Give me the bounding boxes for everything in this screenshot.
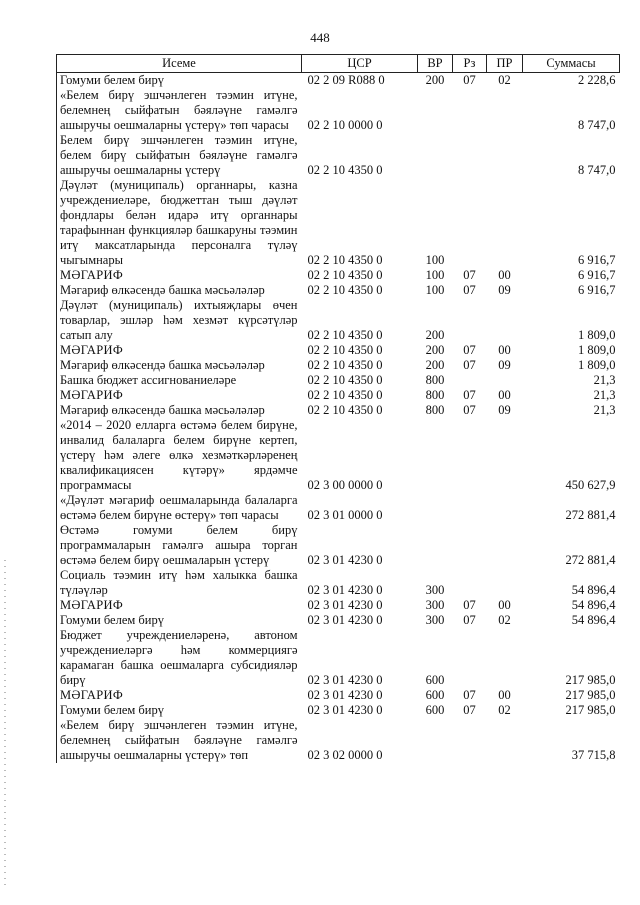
cell-pr: 02 <box>487 73 523 89</box>
cell-pr: 00 <box>498 688 511 702</box>
cell-rz <box>453 298 487 343</box>
cell-csr: 02 3 01 4230 0 <box>307 553 383 567</box>
table-header <box>57 55 620 73</box>
table-row <box>57 133 620 178</box>
cell-sum: 6 916,7 <box>578 268 616 282</box>
cell-rz <box>453 628 487 688</box>
cell-pr: 09 <box>498 283 511 297</box>
cell-vr: 800 <box>425 403 445 417</box>
table-row <box>57 268 620 283</box>
table-row <box>57 568 620 598</box>
cell-pr <box>487 88 523 133</box>
cell-vr: 300 <box>425 613 445 627</box>
cell-sum: 450 627,9 <box>565 478 616 492</box>
cell-rz: 07 <box>463 403 476 417</box>
cell-name: Дәүләт (муниципаль) органнары, казна учреждениеләре, бюджеттан тыш дәүләт фондлары белән идарә итү органнары тарафыннан функцияләр башкаруны тәэмин итү максатларында персоналга түләү чыгымнары <box>57 178 302 268</box>
cell-name: Мәгариф өлкәсендә башка мәсьәләләр <box>57 403 302 418</box>
cell-rz <box>453 133 487 178</box>
cell-vr: 200 <box>425 358 445 372</box>
cell-rz <box>453 88 487 133</box>
cell-pr <box>487 178 523 268</box>
cell-vr: 600 <box>425 673 445 687</box>
cell-name: «Белем бирү эшчәнлеген тәэмин итүне, белемнең сыйфатын бәяләүне гамәлгә ашыручы оешмаларны үстерү» төп чарасы <box>57 88 302 133</box>
cell-name: Гомуми белем бирү <box>57 613 302 628</box>
cell-name: Өстәмә гомуми белем бирү программаларын гамәлгә ашыра торган өстәмә белем бирү оешмаларын үстерү <box>57 523 302 568</box>
cell-sum: 2 228,6 <box>523 73 620 89</box>
cell-pr: 00 <box>498 598 511 612</box>
cell-rz <box>453 523 487 568</box>
cell-rz: 07 <box>463 598 476 612</box>
cell-vr <box>418 493 453 523</box>
header-sum: Суммасы <box>523 55 620 73</box>
cell-vr: 300 <box>425 598 445 612</box>
cell-sum: 1 809,0 <box>578 358 616 372</box>
cell-csr: 02 2 10 4350 0 <box>307 373 383 387</box>
cell-name: МӘГАРИФ <box>57 343 302 358</box>
cell-rz: 07 <box>463 388 476 402</box>
cell-rz <box>453 373 487 388</box>
cell-pr: 02 <box>498 613 511 627</box>
cell-sum: 21,3 <box>593 373 616 387</box>
cell-name: Гомуми белем бирү <box>57 73 302 89</box>
cell-name: МӘГАРИФ <box>57 598 302 613</box>
cell-rz: 07 <box>463 283 476 297</box>
cell-sum: 272 881,4 <box>565 508 616 522</box>
cell-csr: 02 2 10 4350 0 <box>307 343 383 357</box>
table-row <box>57 358 620 373</box>
cell-vr: 100 <box>425 268 445 282</box>
header-csr: ЦСР <box>302 55 418 73</box>
cell-name: Мәгариф өлкәсендә башка мәсьәләләр <box>57 283 302 298</box>
cell-sum: 54 896,4 <box>571 598 616 612</box>
cell-vr: 200 <box>425 343 445 357</box>
table-body <box>57 73 620 764</box>
cell-pr <box>487 418 523 493</box>
cell-vr <box>418 718 453 763</box>
cell-vr: 200 <box>425 328 445 342</box>
cell-pr <box>487 298 523 343</box>
cell-rz: 07 <box>463 613 476 627</box>
cell-name: Белем бирү эшчәнлеген тәэмин итүне, белем бирү сыйфатын бәяләүне гамәлгә ашыручы оешмаларны үстерү <box>57 133 302 178</box>
table-row <box>57 73 620 89</box>
header-row <box>57 55 620 73</box>
page-number: 448 <box>310 30 330 45</box>
table-row <box>57 343 620 358</box>
cell-name: «2014 – 2020 елларга өстәмә белем бирүне, инвалид балаларга белем бирүне кертеп, үстерү һәм әлеге өлкә хезмәткәрләренең квалификациясен күтәрү» ярдәмче программасы <box>57 418 302 493</box>
cell-sum: 272 881,4 <box>565 553 616 567</box>
cell-rz <box>453 178 487 268</box>
budget-table-container <box>56 54 619 763</box>
cell-pr <box>487 628 523 688</box>
cell-rz <box>453 418 487 493</box>
cell-vr <box>418 418 453 493</box>
cell-pr <box>487 568 523 598</box>
table-row <box>57 613 620 628</box>
cell-sum: 54 896,4 <box>571 613 616 627</box>
budget-table <box>56 54 620 763</box>
cell-vr: 800 <box>425 373 445 387</box>
cell-rz: 07 <box>463 268 476 282</box>
header-vr: ВР <box>418 55 453 73</box>
cell-csr: 02 2 10 4350 0 <box>307 328 383 342</box>
cell-vr: 300 <box>425 583 445 597</box>
cell-csr: 02 2 10 4350 0 <box>307 163 383 177</box>
cell-sum: 54 896,4 <box>571 583 616 597</box>
cell-csr: 02 3 01 4230 0 <box>307 703 383 717</box>
table-row <box>57 628 620 688</box>
cell-csr: 02 3 01 4230 0 <box>307 598 383 612</box>
cell-rz: 07 <box>463 358 476 372</box>
table-row <box>57 523 620 568</box>
cell-sum: 8 747,0 <box>578 118 616 132</box>
cell-vr <box>418 133 453 178</box>
cell-name: «Белем бирү эшчәнлеген тәэмин итүне, белемнең сыйфатын бәяләүне гамәлгә ашыручы оешмаларны үстерү» төп <box>57 718 302 763</box>
cell-pr <box>487 718 523 763</box>
cell-name: «Дәүләт мәгариф оешмаларында балаларга өстәмә белем бирүне өстерү» төп чарасы <box>57 493 302 523</box>
cell-pr <box>487 493 523 523</box>
table-row <box>57 88 620 133</box>
cell-name: Башка бюджет ассигнованиеләре <box>57 373 302 388</box>
cell-sum: 217 985,0 <box>565 703 616 717</box>
table-row <box>57 703 620 718</box>
cell-sum: 8 747,0 <box>578 163 616 177</box>
cell-rz <box>453 718 487 763</box>
table-row <box>57 403 620 418</box>
cell-rz: 07 <box>453 73 487 89</box>
cell-pr: 09 <box>498 403 511 417</box>
cell-csr: 02 2 10 4350 0 <box>307 268 383 282</box>
cell-name: МӘГАРИФ <box>57 688 302 703</box>
cell-name: Бюджет учреждениеләренә, автоном учреждениеләргә һәм коммерциягә карамаган башка оешмаларга субсидияләр бирү <box>57 628 302 688</box>
cell-csr: 02 2 10 4350 0 <box>307 388 383 402</box>
cell-pr <box>487 373 523 388</box>
table-row <box>57 718 620 763</box>
cell-rz: 07 <box>463 343 476 357</box>
table-row <box>57 598 620 613</box>
table-row <box>57 418 620 493</box>
table-row <box>57 178 620 268</box>
cell-rz: 07 <box>463 688 476 702</box>
cell-sum: 21,3 <box>593 403 616 417</box>
cell-sum: 1 809,0 <box>578 328 616 342</box>
cell-name: Социаль тәэмин итү һәм халыкка башка түләүләр <box>57 568 302 598</box>
cell-vr: 800 <box>425 388 445 402</box>
cell-pr: 02 <box>498 703 511 717</box>
header-rz: Рз <box>453 55 487 73</box>
header-pr: ПР <box>487 55 523 73</box>
cell-pr <box>487 523 523 568</box>
cell-csr: 02 2 10 4350 0 <box>307 283 383 297</box>
cell-name: МӘГАРИФ <box>57 268 302 283</box>
cell-name: Мәгариф өлкәсендә башка мәсьәләләр <box>57 358 302 373</box>
cell-vr <box>418 88 453 133</box>
cell-csr: 02 2 10 4350 0 <box>307 403 383 417</box>
cell-vr <box>418 523 453 568</box>
cell-rz <box>453 568 487 598</box>
table-row <box>57 283 620 298</box>
cell-rz: 07 <box>463 703 476 717</box>
cell-vr: 600 <box>425 688 445 702</box>
table-row <box>57 373 620 388</box>
cell-sum: 6 916,7 <box>578 283 616 297</box>
cell-sum: 21,3 <box>593 388 616 402</box>
cell-pr: 00 <box>498 343 511 357</box>
scan-edge-marks <box>4 560 6 890</box>
cell-vr: 100 <box>425 283 445 297</box>
cell-csr: 02 2 10 4350 0 <box>307 253 383 267</box>
cell-csr: 02 3 01 4230 0 <box>307 613 383 627</box>
header-name: Исеме <box>57 55 302 73</box>
cell-sum: 217 985,0 <box>565 688 616 702</box>
cell-csr: 02 3 02 0000 0 <box>307 748 383 762</box>
cell-csr: 02 2 09 R088 0 <box>302 73 418 89</box>
cell-vr: 200 <box>418 73 453 89</box>
cell-pr: 00 <box>498 268 511 282</box>
cell-rz <box>453 493 487 523</box>
cell-name: Дәүләт (муниципаль) ихтыяҗлары өчен товарлар, эшләр һәм хезмәт күрсәтүләр сатып алу <box>57 298 302 343</box>
cell-name: МӘГАРИФ <box>57 388 302 403</box>
cell-pr <box>487 133 523 178</box>
cell-csr: 02 3 01 0000 0 <box>307 508 383 522</box>
table-row <box>57 298 620 343</box>
table-row <box>57 688 620 703</box>
table-row <box>57 388 620 403</box>
table-row <box>57 493 620 523</box>
cell-csr: 02 2 10 4350 0 <box>307 358 383 372</box>
cell-sum: 37 715,8 <box>571 748 616 762</box>
cell-pr: 00 <box>498 388 511 402</box>
cell-vr: 100 <box>425 253 445 267</box>
cell-csr: 02 3 01 4230 0 <box>307 583 383 597</box>
cell-sum: 6 916,7 <box>578 253 616 267</box>
cell-vr: 600 <box>425 703 445 717</box>
cell-csr: 02 3 00 0000 0 <box>307 478 383 492</box>
cell-pr: 09 <box>498 358 511 372</box>
cell-csr: 02 3 01 4230 0 <box>307 688 383 702</box>
cell-name: Гомуми белем бирү <box>57 703 302 718</box>
cell-csr: 02 2 10 0000 0 <box>307 118 383 132</box>
cell-sum: 1 809,0 <box>578 343 616 357</box>
cell-sum: 217 985,0 <box>565 673 616 687</box>
cell-csr: 02 3 01 4230 0 <box>307 673 383 687</box>
